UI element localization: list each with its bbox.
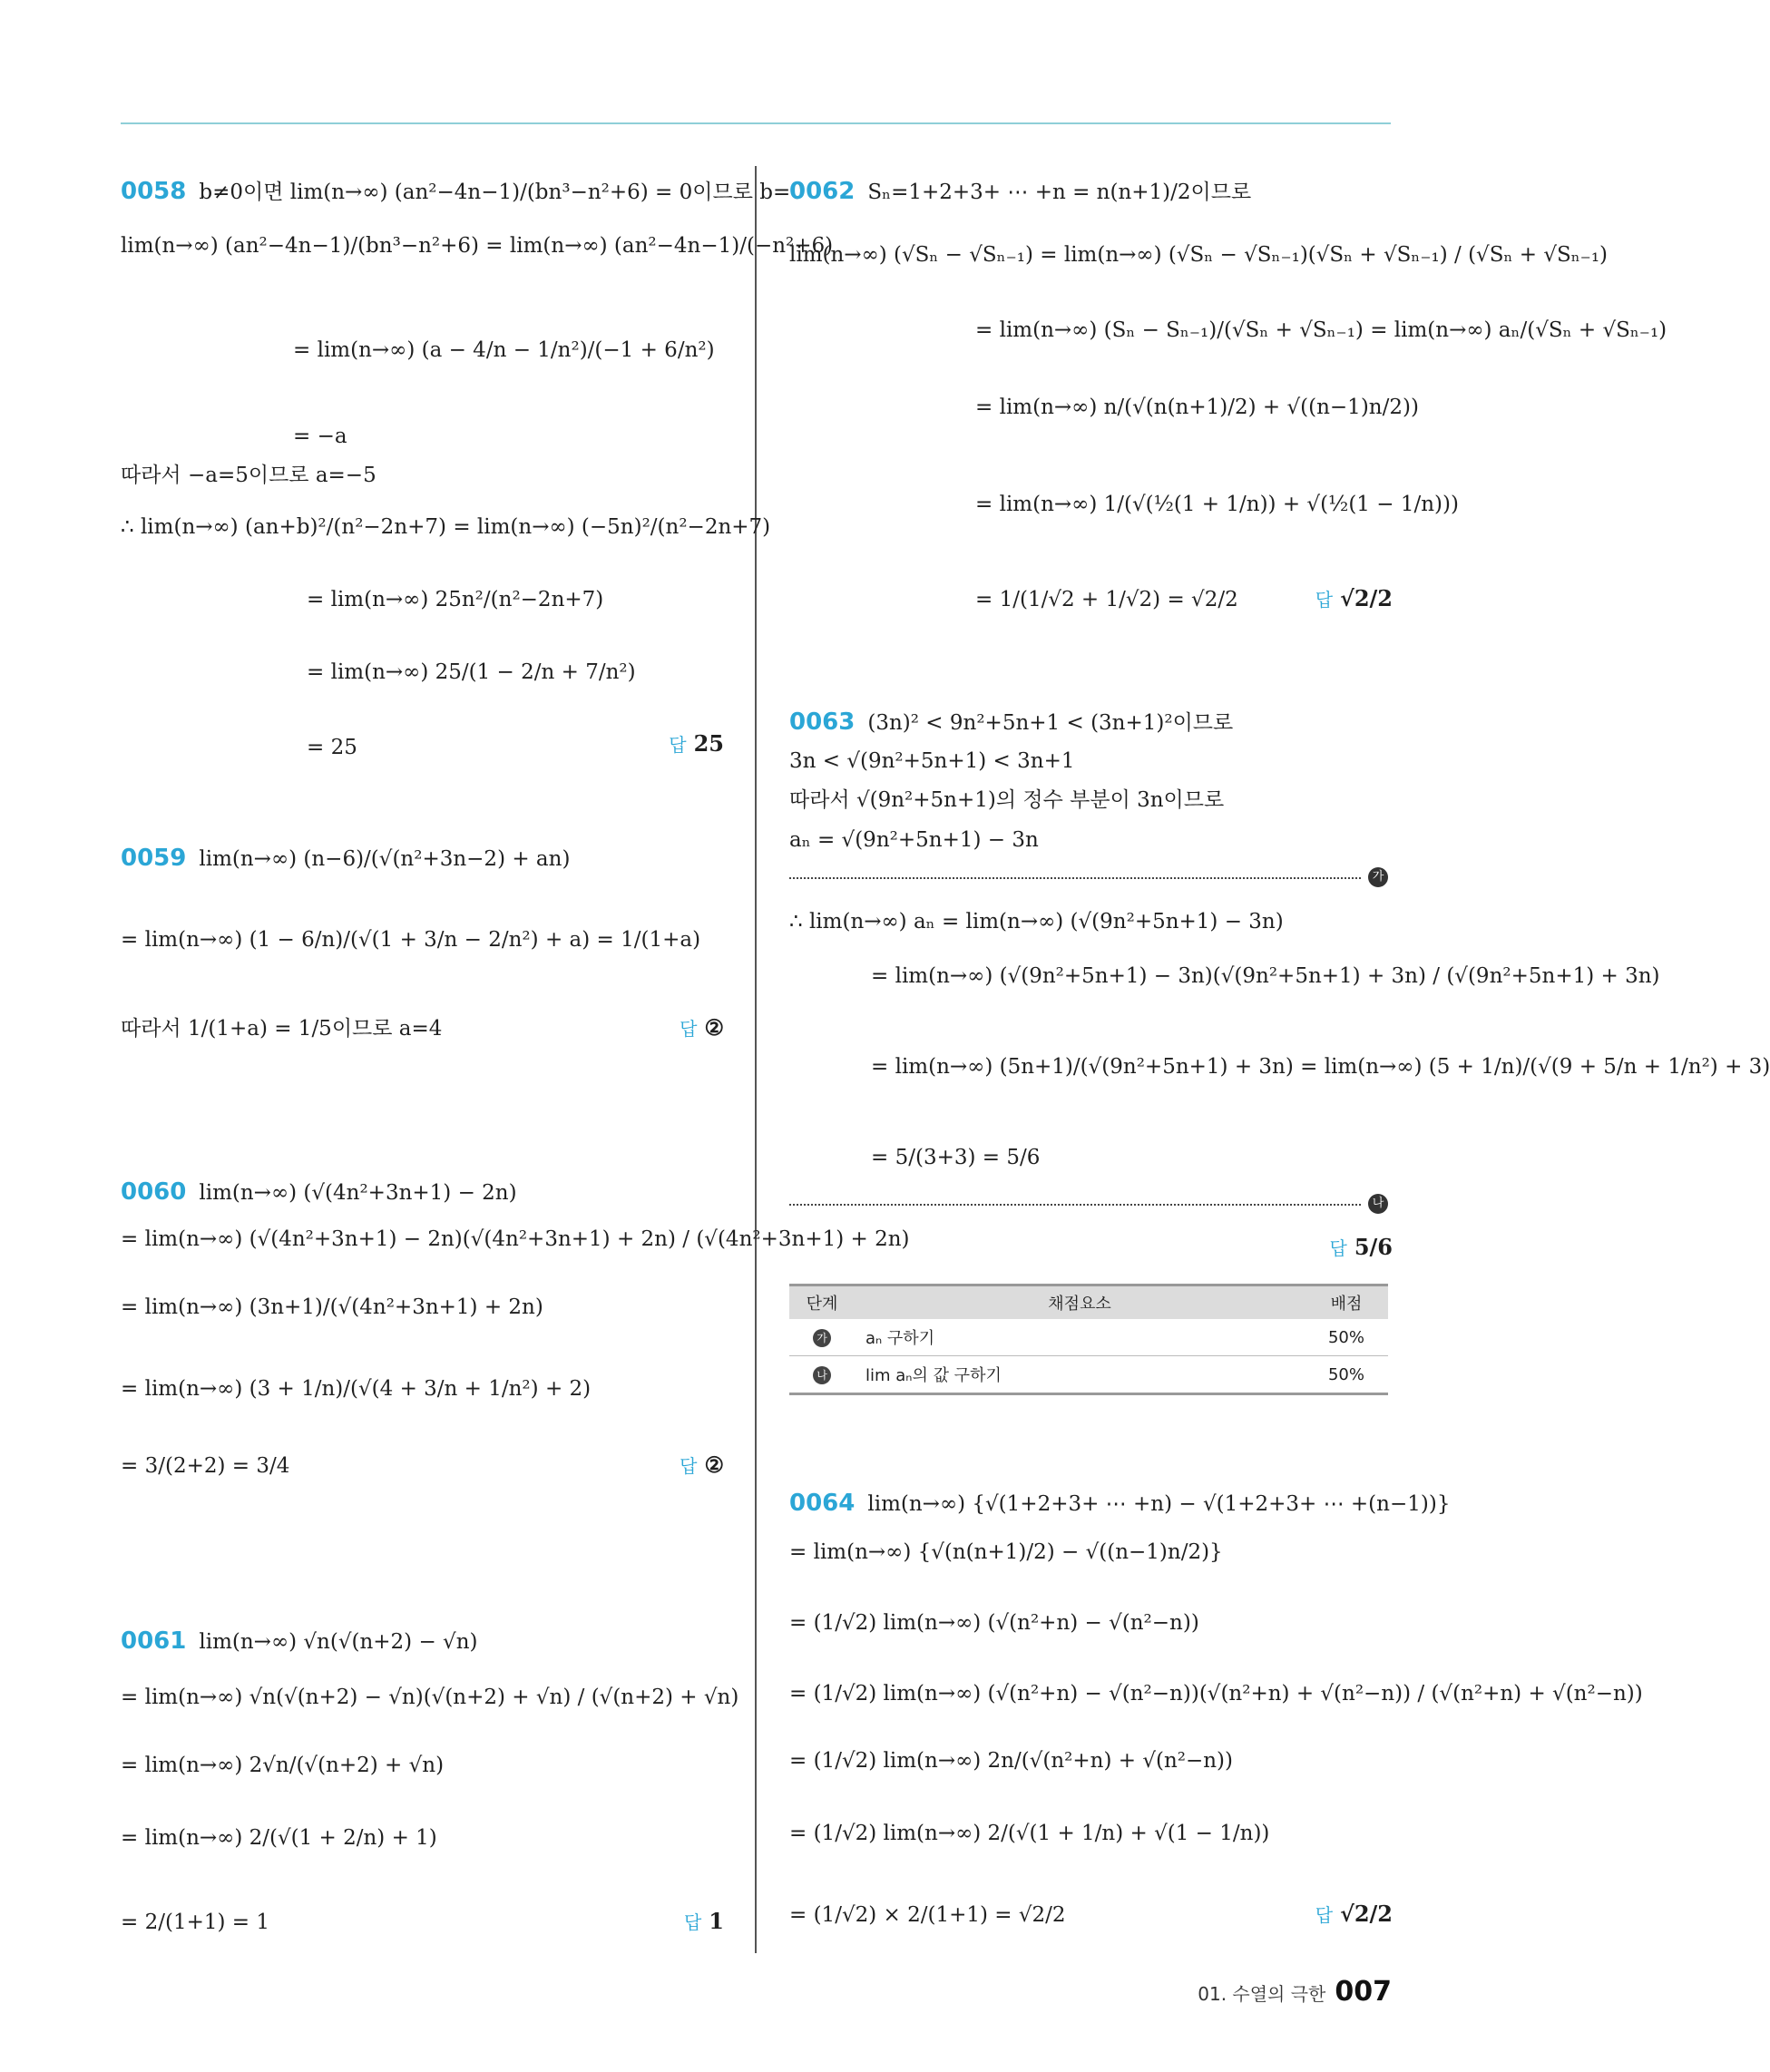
solution-line: = 5/(3+3) = 5/6	[871, 1146, 1041, 1169]
solution-line: = lim(n→∞) (√(4n²+3n+1) − 2n)(√(4n²+3n+1) + 2n) / (√(4n²+3n+1) + 2n)	[121, 1227, 910, 1251]
solution-line: = lim(n→∞) (1 − 6/n)/(√(1 + 3/n − 2/n²) + a) = 1/(1+a)	[121, 928, 701, 952]
solution-line: b≠0이면 lim(n→∞) (an²−4n−1)/(bn³−n²+6) = 0이므로 b=0	[199, 181, 804, 204]
solution-line: = lim(n→∞) (3n+1)/(√(4n²+3n+1) + 2n)	[121, 1295, 543, 1319]
grading-row	[789, 1356, 1388, 1394]
answer-label: 답	[1329, 1237, 1347, 1259]
solution-line: = lim(n→∞) 25/(1 − 2/n + 7/n²)	[307, 660, 636, 684]
answer	[1315, 585, 1393, 611]
solution-line: = (1/√2) lim(n→∞) (√(n²+n) − √(n²−n))(√(n²+n) + √(n²−n)) / (√(n²+n) + √(n²−n))	[789, 1682, 1643, 1705]
grading-header: 배점	[1305, 1285, 1388, 1320]
chapter-title: 01. 수열의 극한	[1198, 1983, 1326, 2005]
grading-header: 단계	[789, 1285, 855, 1320]
step-divider	[789, 1204, 1361, 1206]
step-marker: 나	[1368, 1194, 1388, 1214]
top-rule	[121, 122, 1391, 124]
solution-line: 따라서 −a=5이므로 a=−5	[121, 464, 376, 487]
answer-value: 25	[693, 730, 724, 757]
solution-line: ∴ lim(n→∞) (an+b)²/(n²−2n+7) = lim(n→∞) (−5n)²/(n²−2n+7)	[121, 515, 771, 539]
answer-value: 1	[709, 1908, 724, 1934]
solution-line: = lim(n→∞) (√(9n²+5n+1) − 3n)(√(9n²+5n+1) + 3n) / (√(9n²+5n+1) + 3n)	[871, 964, 1660, 988]
solution-line: = 2/(1+1) = 1	[121, 1911, 269, 1934]
answer-value: ②	[704, 1014, 724, 1041]
problem-number: 0058	[121, 178, 187, 205]
answer-label: 답	[1315, 589, 1334, 611]
grading-table	[789, 1284, 1388, 1395]
problem-number: 0064	[789, 1490, 856, 1517]
solution-line: lim(n→∞) {√(1+2+3+ ⋯ +n) − √(1+2+3+ ⋯ +(n−1))}	[867, 1492, 1451, 1516]
solution-line: aₙ = √(9n²+5n+1) − 3n	[789, 828, 1039, 852]
solution-line: = lim(n→∞) 25n²/(n²−2n+7)	[307, 588, 604, 611]
solution-line: = (1/√2) lim(n→∞) 2n/(√(n²+n) + √(n²−n))	[789, 1749, 1234, 1773]
solution-line: = lim(n→∞) √n(√(n+2) − √n)(√(n+2) + √n) / (√(n+2) + √n)	[121, 1686, 739, 1709]
page-footer	[1198, 1976, 1392, 2008]
solution-line: 따라서 1/(1+a) = 1/5이므로 a=4	[121, 1017, 443, 1041]
solution-line: = (1/√2) lim(n→∞) (√(n²+n) − √(n²−n))	[789, 1611, 1199, 1635]
column-divider	[755, 166, 757, 1953]
solution-line: = lim(n→∞) 1/(√(½(1 + 1/n)) + √(½(1 − 1/n)))	[975, 493, 1459, 516]
solution-line: lim(n→∞) (n−6)/(√(n²+3n−2) + an)	[199, 847, 571, 871]
step-marker: 나	[813, 1366, 831, 1384]
answer-label: 답	[683, 1911, 702, 1933]
solution-line: = lim(n→∞) (5n+1)/(√(9n²+5n+1) + 3n) = lim(n→∞) (5 + 1/n)/(√(9 + 5/n + 1/n²) + 3)	[871, 1055, 1770, 1079]
answer-value: √2/2	[1340, 585, 1393, 611]
solution-line: lim(n→∞) √n(√(n+2) − √n)	[199, 1630, 478, 1654]
answer-value: ②	[704, 1451, 724, 1478]
solution-line: lim(n→∞) (an²−4n−1)/(bn³−n²+6) = lim(n→∞) (an²−4n−1)/(−n²+6)	[121, 234, 834, 258]
solution-line: = 3/(2+2) = 3/4	[121, 1454, 290, 1478]
solution-line: Sₙ=1+2+3+ ⋯ +n = n(n+1)/2이므로	[867, 181, 1252, 204]
solution-line: = lim(n→∞) (Sₙ − Sₙ₋₁)/(√Sₙ + √Sₙ₋₁) = lim(n→∞) aₙ/(√Sₙ + √Sₙ₋₁)	[975, 318, 1667, 342]
solution-line: = (1/√2) lim(n→∞) 2/(√(1 + 1/n) + √(1 − 1/n))	[789, 1822, 1270, 1845]
problem-number: 0062	[789, 178, 856, 205]
solution-line: 3n < √(9n²+5n+1) < 3n+1	[789, 749, 1075, 773]
answer	[680, 1014, 724, 1041]
grading-row	[789, 1319, 1388, 1356]
grading-header: 채점요소	[855, 1285, 1305, 1320]
answer	[684, 1908, 724, 1934]
grading-item: aₙ 구하기	[855, 1319, 1305, 1356]
answer-label: 답	[680, 1455, 698, 1477]
grading-score: 50%	[1305, 1356, 1388, 1394]
grading-item: lim aₙ의 값 구하기	[855, 1356, 1305, 1394]
answer-value: 5/6	[1354, 1234, 1393, 1260]
solution-line: 따라서 √(9n²+5n+1)의 정수 부분이 3n이므로	[789, 788, 1225, 812]
solution-line: ∴ lim(n→∞) aₙ = lim(n→∞) (√(9n²+5n+1) − 3n)	[789, 910, 1284, 933]
problem-number: 0061	[121, 1627, 187, 1655]
solution-line: = 25	[307, 736, 357, 759]
answer-label: 답	[1315, 1904, 1334, 1926]
answer-value: √2/2	[1340, 1901, 1393, 1927]
grading-header-row	[789, 1285, 1388, 1320]
solution-line: (3n)² < 9n²+5n+1 < (3n+1)²이므로	[867, 711, 1234, 735]
answer	[669, 730, 724, 757]
page-number: 007	[1335, 1976, 1392, 2008]
solution-line: = lim(n→∞) {√(n(n+1)/2) − √((n−1)n/2)}	[789, 1540, 1223, 1564]
answer-label: 답	[669, 734, 687, 756]
solution-line: = lim(n→∞) (3 + 1/n)/(√(4 + 3/n + 1/n²) + 2)	[121, 1377, 592, 1401]
step-divider	[789, 877, 1361, 879]
problem-number: 0059	[121, 845, 187, 872]
problem-number: 0063	[789, 709, 856, 736]
solution-line: lim(n→∞) (√(4n²+3n+1) − 2n)	[199, 1181, 517, 1205]
solution-line: = lim(n→∞) 2/(√(1 + 2/n) + 1)	[121, 1826, 437, 1850]
solution-line: = lim(n→∞) (a − 4/n − 1/n²)/(−1 + 6/n²)	[293, 338, 715, 362]
solution-line: = lim(n→∞) 2√n/(√(n+2) + √n)	[121, 1754, 445, 1777]
problem-number: 0060	[121, 1178, 187, 1206]
solution-line: = 1/(1/√2 + 1/√2) = √2/2	[975, 588, 1238, 611]
solution-line: = (1/√2) × 2/(1+1) = √2/2	[789, 1903, 1066, 1927]
step-marker: 가	[813, 1329, 831, 1347]
answer	[1330, 1234, 1394, 1260]
solution-line: lim(n→∞) (√Sₙ − √Sₙ₋₁) = lim(n→∞) (√Sₙ − √Sₙ₋₁)(√Sₙ + √Sₙ₋₁) / (√Sₙ + √Sₙ₋₁)	[789, 243, 1609, 267]
answer	[1315, 1901, 1393, 1927]
answer-label: 답	[680, 1018, 698, 1040]
grading-score: 50%	[1305, 1319, 1388, 1356]
solution-line: = lim(n→∞) n/(√(n(n+1)/2) + √((n−1)n/2))	[975, 396, 1419, 419]
answer	[680, 1451, 724, 1478]
solution-line: = −a	[293, 425, 347, 448]
step-marker: 가	[1368, 867, 1388, 887]
